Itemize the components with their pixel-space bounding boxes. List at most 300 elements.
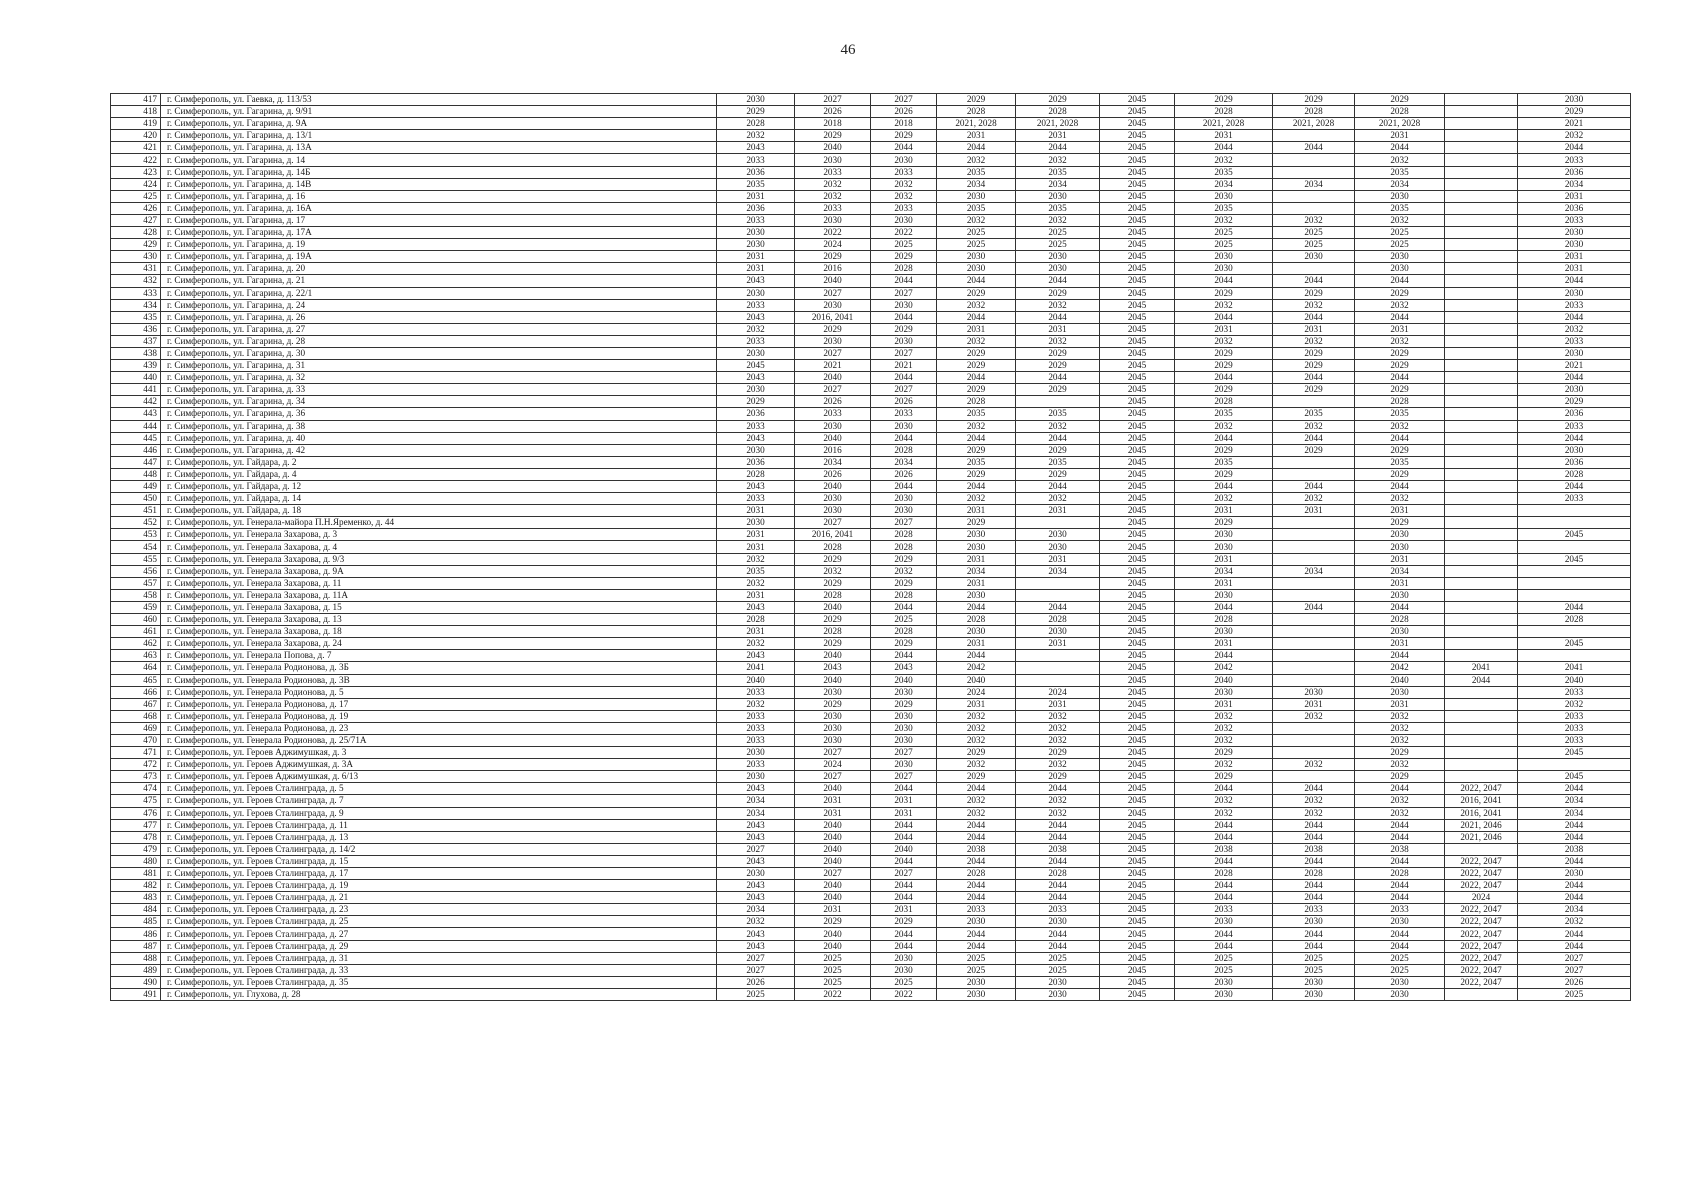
address-cell: г. Симферополь, ул. Гагарина, д. 16А — [161, 202, 717, 214]
year-cell — [1445, 118, 1518, 130]
year-cell: 2035 — [1016, 456, 1100, 468]
year-cell: 2043 — [795, 662, 871, 674]
year-cell: 2030 — [937, 916, 1016, 928]
table-row — [111, 614, 1631, 626]
table-row — [111, 892, 1631, 904]
address-cell: г. Симферополь, ул. Генерала Попова, д. 7 — [161, 650, 717, 662]
year-cell: 2044 — [1518, 601, 1631, 613]
year-cell: 2045 — [1100, 299, 1175, 311]
address-cell: г. Симферополь, ул. Гагарина, д. 26 — [161, 311, 717, 323]
year-cell — [1445, 154, 1518, 166]
table-row — [111, 106, 1631, 118]
year-cell: 2032 — [1273, 759, 1355, 771]
year-cell: 2044 — [1518, 275, 1631, 287]
year-cell: 2040 — [795, 275, 871, 287]
year-cell: 2026 — [717, 976, 795, 988]
year-cell: 2029 — [1273, 347, 1355, 359]
year-cell: 2044 — [1518, 880, 1631, 892]
year-cell: 2044 — [1355, 601, 1445, 613]
year-cell — [1445, 335, 1518, 347]
year-cell: 2030 — [1355, 263, 1445, 275]
year-cell — [1445, 432, 1518, 444]
year-cell: 2035 — [937, 408, 1016, 420]
year-cell: 2030 — [937, 251, 1016, 263]
year-cell: 2028 — [1355, 396, 1445, 408]
year-cell — [1445, 360, 1518, 372]
year-cell: 2029 — [937, 771, 1016, 783]
year-cell: 2040 — [871, 843, 937, 855]
year-cell: 2038 — [937, 843, 1016, 855]
table-row — [111, 287, 1631, 299]
year-cell: 2030 — [1175, 988, 1273, 1000]
year-cell: 2044 — [1355, 928, 1445, 940]
year-cell: 2045 — [1100, 614, 1175, 626]
year-cell: 2045 — [1100, 275, 1175, 287]
year-cell: 2045 — [1100, 819, 1175, 831]
year-cell: 2030 — [717, 771, 795, 783]
year-cell: 2035 — [1273, 408, 1355, 420]
year-cell: 2044 — [937, 601, 1016, 613]
year-cell: 2031 — [1518, 190, 1631, 202]
year-cell: 2040 — [795, 843, 871, 855]
year-cell: 2030 — [1273, 916, 1355, 928]
year-cell: 2034 — [937, 565, 1016, 577]
address-cell: г. Симферополь, ул. Генерала Захарова, д. 13 — [161, 614, 717, 626]
year-cell: 2044 — [1518, 855, 1631, 867]
year-cell: 2031 — [717, 190, 795, 202]
year-cell — [1016, 589, 1100, 601]
year-cell: 2033 — [1518, 214, 1631, 226]
year-cell: 2032 — [937, 335, 1016, 347]
year-cell: 2045 — [1100, 468, 1175, 480]
year-cell: 2044 — [1016, 855, 1100, 867]
year-cell: 2034 — [1016, 565, 1100, 577]
year-cell: 2021 — [1518, 118, 1631, 130]
address-cell: г. Симферополь, ул. Гайдара, д. 2 — [161, 456, 717, 468]
table-row — [111, 372, 1631, 384]
year-cell: 2030 — [871, 154, 937, 166]
year-cell: 2028 — [1355, 614, 1445, 626]
table-row — [111, 674, 1631, 686]
year-cell: 2029 — [1273, 94, 1355, 106]
year-cell: 2026 — [795, 106, 871, 118]
year-cell: 2034 — [1016, 178, 1100, 190]
year-cell: 2033 — [717, 734, 795, 746]
year-cell: 2032 — [717, 916, 795, 928]
year-cell: 2044 — [1175, 601, 1273, 613]
table-row — [111, 263, 1631, 275]
table-row — [111, 190, 1631, 202]
year-cell: 2044 — [937, 855, 1016, 867]
year-cell: 2044 — [1175, 372, 1273, 384]
year-cell: 2027 — [795, 287, 871, 299]
year-cell: 2030 — [1518, 347, 1631, 359]
year-cell: 2029 — [795, 553, 871, 565]
table-row — [111, 843, 1631, 855]
year-cell: 2030 — [717, 868, 795, 880]
year-cell: 2033 — [717, 710, 795, 722]
year-cell: 2032 — [1518, 698, 1631, 710]
year-cell: 2035 — [1175, 456, 1273, 468]
table-row — [111, 396, 1631, 408]
year-cell: 2025 — [871, 976, 937, 988]
year-cell: 2030 — [1016, 976, 1100, 988]
year-cell: 2032 — [1016, 299, 1100, 311]
year-cell: 2043 — [717, 481, 795, 493]
table-row — [111, 456, 1631, 468]
year-cell: 2021, 2028 — [1175, 118, 1273, 130]
year-cell: 2032 — [1273, 420, 1355, 432]
year-cell: 2021, 2028 — [937, 118, 1016, 130]
year-cell: 2029 — [937, 468, 1016, 480]
row-number-cell: 471 — [111, 747, 161, 759]
address-cell: г. Симферополь, ул. Гагарина, д. 31 — [161, 360, 717, 372]
year-cell: 2032 — [937, 299, 1016, 311]
year-cell: 2035 — [1016, 166, 1100, 178]
year-cell: 2031 — [937, 698, 1016, 710]
year-cell: 2040 — [795, 142, 871, 154]
year-cell: 2027 — [717, 964, 795, 976]
year-cell: 2027 — [1518, 964, 1631, 976]
address-cell: г. Симферополь, ул. Гагарина, д. 22/1 — [161, 287, 717, 299]
year-cell: 2028 — [795, 626, 871, 638]
year-cell: 2041 — [1518, 662, 1631, 674]
year-cell: 2031 — [1273, 698, 1355, 710]
year-cell: 2030 — [717, 287, 795, 299]
year-cell: 2044 — [1175, 432, 1273, 444]
table-row — [111, 384, 1631, 396]
row-number-cell: 491 — [111, 988, 161, 1000]
year-cell: 2032 — [1175, 722, 1273, 734]
year-cell: 2045 — [1100, 807, 1175, 819]
address-cell: г. Симферополь, ул. Гайдара, д. 4 — [161, 468, 717, 480]
year-cell: 2033 — [795, 408, 871, 420]
row-number-cell: 467 — [111, 698, 161, 710]
year-cell: 2045 — [1518, 553, 1631, 565]
year-cell: 2045 — [1100, 227, 1175, 239]
year-cell: 2029 — [1016, 384, 1100, 396]
year-cell: 2045 — [1100, 372, 1175, 384]
year-cell: 2025 — [1273, 227, 1355, 239]
year-cell: 2032 — [1016, 710, 1100, 722]
year-cell: 2031 — [1175, 323, 1273, 335]
table-row — [111, 976, 1631, 988]
address-cell: г. Симферополь, ул. Героев Сталинграда, д. 14/2 — [161, 843, 717, 855]
year-cell: 2040 — [795, 601, 871, 613]
table-row — [111, 311, 1631, 323]
year-cell — [1273, 650, 1355, 662]
year-cell: 2029 — [1175, 384, 1273, 396]
row-number-cell: 465 — [111, 674, 161, 686]
year-cell: 2045 — [1100, 106, 1175, 118]
year-cell — [1445, 94, 1518, 106]
year-cell: 2027 — [871, 771, 937, 783]
address-cell: г. Симферополь, ул. Гагарина, д. 27 — [161, 323, 717, 335]
row-number-cell: 449 — [111, 481, 161, 493]
row-number-cell: 442 — [111, 396, 161, 408]
year-cell: 2045 — [1100, 650, 1175, 662]
address-cell: г. Симферополь, ул. Гагарина, д. 14Б — [161, 166, 717, 178]
year-cell: 2044 — [1355, 650, 1445, 662]
year-cell: 2045 — [1100, 335, 1175, 347]
year-cell: 2044 — [1355, 940, 1445, 952]
year-cell: 2044 — [937, 311, 1016, 323]
row-number-cell: 419 — [111, 118, 161, 130]
year-cell — [1445, 553, 1518, 565]
row-number-cell: 478 — [111, 831, 161, 843]
year-cell: 2044 — [1273, 855, 1355, 867]
year-cell: 2045 — [1100, 747, 1175, 759]
year-cell — [1445, 227, 1518, 239]
year-cell: 2032 — [717, 577, 795, 589]
year-cell: 2045 — [1100, 783, 1175, 795]
year-cell: 2034 — [1518, 904, 1631, 916]
year-cell: 2044 — [1175, 142, 1273, 154]
table-row — [111, 795, 1631, 807]
year-cell: 2029 — [795, 323, 871, 335]
year-cell: 2032 — [1016, 759, 1100, 771]
year-cell: 2030 — [1518, 239, 1631, 251]
year-cell: 2026 — [871, 396, 937, 408]
year-cell: 2044 — [1518, 481, 1631, 493]
row-number-cell: 432 — [111, 275, 161, 287]
table-row — [111, 928, 1631, 940]
year-cell: 2025 — [1273, 964, 1355, 976]
table-row — [111, 577, 1631, 589]
year-cell: 2022, 2047 — [1445, 976, 1518, 988]
year-cell: 2030 — [1355, 916, 1445, 928]
year-cell: 2029 — [1355, 347, 1445, 359]
address-cell: г. Симферополь, ул. Гайдара, д. 12 — [161, 481, 717, 493]
table-row — [111, 335, 1631, 347]
year-cell: 2030 — [717, 227, 795, 239]
year-cell: 2042 — [1175, 662, 1273, 674]
row-number-cell: 457 — [111, 577, 161, 589]
year-cell: 2044 — [1273, 432, 1355, 444]
table-row — [111, 868, 1631, 880]
year-cell: 2032 — [937, 214, 1016, 226]
year-cell: 2032 — [1355, 795, 1445, 807]
year-cell: 2030 — [717, 517, 795, 529]
year-cell — [1273, 662, 1355, 674]
year-cell: 2030 — [871, 214, 937, 226]
year-cell: 2021, 2046 — [1445, 831, 1518, 843]
year-cell: 2044 — [1355, 372, 1445, 384]
year-cell: 2032 — [1355, 420, 1445, 432]
year-cell: 2044 — [1016, 928, 1100, 940]
year-cell: 2031 — [1355, 553, 1445, 565]
year-cell: 2018 — [871, 118, 937, 130]
year-cell: 2045 — [1100, 505, 1175, 517]
address-cell: г. Симферополь, ул. Гагарина, д. 21 — [161, 275, 717, 287]
address-cell: г. Симферополь, ул. Гагарина, д. 32 — [161, 372, 717, 384]
year-cell — [1445, 323, 1518, 335]
row-number-cell: 472 — [111, 759, 161, 771]
address-cell: г. Симферополь, ул. Гагарина, д. 20 — [161, 263, 717, 275]
year-cell: 2030 — [1016, 263, 1100, 275]
year-cell: 2029 — [937, 287, 1016, 299]
table-row — [111, 601, 1631, 613]
year-cell: 2045 — [1100, 831, 1175, 843]
table-row — [111, 722, 1631, 734]
year-cell: 2028 — [871, 529, 937, 541]
year-cell: 2030 — [795, 335, 871, 347]
year-cell: 2045 — [1100, 408, 1175, 420]
year-cell: 2044 — [1355, 311, 1445, 323]
year-cell: 2025 — [1016, 239, 1100, 251]
year-cell: 2044 — [1355, 819, 1445, 831]
table-row — [111, 940, 1631, 952]
row-number-cell: 477 — [111, 819, 161, 831]
year-cell — [1273, 190, 1355, 202]
row-number-cell: 438 — [111, 347, 161, 359]
year-cell: 2034 — [717, 807, 795, 819]
table-row — [111, 626, 1631, 638]
year-cell: 2026 — [795, 396, 871, 408]
year-cell: 2032 — [1355, 722, 1445, 734]
row-number-cell: 436 — [111, 323, 161, 335]
year-cell: 2030 — [1355, 686, 1445, 698]
year-cell: 2022, 2047 — [1445, 880, 1518, 892]
year-cell: 2022, 2047 — [1445, 916, 1518, 928]
year-cell: 2044 — [871, 783, 937, 795]
year-cell: 2036 — [1518, 166, 1631, 178]
year-cell: 2043 — [717, 432, 795, 444]
year-cell: 2030 — [795, 214, 871, 226]
year-cell: 2041 — [717, 662, 795, 674]
year-cell — [1445, 529, 1518, 541]
table-row — [111, 299, 1631, 311]
row-number-cell: 433 — [111, 287, 161, 299]
row-number-cell: 469 — [111, 722, 161, 734]
year-cell: 2031 — [937, 553, 1016, 565]
year-cell: 2032 — [1016, 722, 1100, 734]
year-cell: 2029 — [795, 251, 871, 263]
year-cell: 2027 — [795, 771, 871, 783]
year-cell: 2034 — [717, 795, 795, 807]
year-cell: 2045 — [1100, 843, 1175, 855]
year-cell: 2030 — [1175, 976, 1273, 988]
year-cell: 2030 — [1518, 227, 1631, 239]
year-cell: 2038 — [1273, 843, 1355, 855]
year-cell: 2032 — [937, 807, 1016, 819]
year-cell: 2030 — [871, 734, 937, 746]
year-cell: 2027 — [871, 868, 937, 880]
year-cell: 2032 — [1175, 795, 1273, 807]
year-cell: 2027 — [795, 517, 871, 529]
year-cell: 2032 — [871, 190, 937, 202]
year-cell: 2045 — [1100, 190, 1175, 202]
year-cell: 2045 — [1100, 880, 1175, 892]
year-cell: 2044 — [1273, 142, 1355, 154]
year-cell: 2016 — [795, 444, 871, 456]
year-cell: 2045 — [1100, 263, 1175, 275]
year-cell: 2032 — [717, 553, 795, 565]
year-cell — [1273, 396, 1355, 408]
year-cell: 2030 — [1355, 626, 1445, 638]
address-cell: г. Симферополь, ул. Генерала Захарова, д. 18 — [161, 626, 717, 638]
year-cell: 2034 — [1175, 178, 1273, 190]
year-cell: 2027 — [717, 952, 795, 964]
year-cell: 2032 — [1355, 154, 1445, 166]
year-cell: 2036 — [1518, 408, 1631, 420]
year-cell: 2031 — [1016, 698, 1100, 710]
year-cell — [1273, 722, 1355, 734]
year-cell: 2044 — [1016, 783, 1100, 795]
row-number-cell: 490 — [111, 976, 161, 988]
year-cell: 2032 — [937, 734, 1016, 746]
row-number-cell: 479 — [111, 843, 161, 855]
year-cell: 2043 — [717, 831, 795, 843]
year-cell: 2033 — [1518, 734, 1631, 746]
year-cell: 2016, 2041 — [795, 529, 871, 541]
row-number-cell: 448 — [111, 468, 161, 480]
address-cell: г. Симферополь, ул. Гаевка, д. 113/53 — [161, 94, 717, 106]
year-cell: 2045 — [1100, 577, 1175, 589]
year-cell: 2030 — [871, 505, 937, 517]
year-cell: 2027 — [795, 747, 871, 759]
year-cell — [1445, 384, 1518, 396]
year-cell: 2032 — [717, 698, 795, 710]
year-cell — [1445, 347, 1518, 359]
year-cell: 2031 — [1273, 505, 1355, 517]
year-cell: 2032 — [1016, 214, 1100, 226]
table-row — [111, 710, 1631, 722]
table-row — [111, 759, 1631, 771]
year-cell: 2025 — [1355, 239, 1445, 251]
year-cell: 2029 — [871, 698, 937, 710]
year-cell: 2044 — [1355, 432, 1445, 444]
year-cell: 2031 — [1016, 505, 1100, 517]
year-cell: 2040 — [795, 819, 871, 831]
year-cell: 2028 — [1175, 396, 1273, 408]
year-cell: 2036 — [1518, 456, 1631, 468]
year-cell: 2032 — [937, 710, 1016, 722]
year-cell: 2033 — [717, 686, 795, 698]
year-cell: 2045 — [1100, 444, 1175, 456]
year-cell: 2030 — [795, 686, 871, 698]
year-cell: 2044 — [937, 783, 1016, 795]
table-row — [111, 347, 1631, 359]
year-cell: 2042 — [1355, 662, 1445, 674]
address-cell: г. Симферополь, ул. Генерала Захарова, д. 9А — [161, 565, 717, 577]
year-cell: 2043 — [717, 372, 795, 384]
year-cell: 2045 — [1100, 347, 1175, 359]
year-cell: 2044 — [1518, 928, 1631, 940]
year-cell: 2031 — [1355, 130, 1445, 142]
year-cell: 2044 — [1016, 831, 1100, 843]
year-cell: 2045 — [1518, 638, 1631, 650]
year-cell: 2021 — [1518, 360, 1631, 372]
table-row — [111, 541, 1631, 553]
address-cell: г. Симферополь, ул. Генерала Захарова, д. 15 — [161, 601, 717, 613]
table-row — [111, 565, 1631, 577]
year-cell: 2029 — [1355, 384, 1445, 396]
year-cell: 2027 — [871, 747, 937, 759]
row-number-cell: 450 — [111, 493, 161, 505]
row-number-cell: 475 — [111, 795, 161, 807]
year-cell: 2033 — [717, 493, 795, 505]
year-cell — [1273, 626, 1355, 638]
address-cell: г. Симферополь, ул. Героев Аджимушкая, д. 3А — [161, 759, 717, 771]
year-cell: 2028 — [795, 541, 871, 553]
year-cell: 2031 — [717, 529, 795, 541]
table-row — [111, 819, 1631, 831]
address-cell: г. Симферополь, ул. Героев Аджимушкая, д. 6/13 — [161, 771, 717, 783]
address-cell: г. Симферополь, ул. Гагарина, д. 9/91 — [161, 106, 717, 118]
year-cell: 2016, 2041 — [1445, 795, 1518, 807]
year-cell: 2032 — [1175, 807, 1273, 819]
